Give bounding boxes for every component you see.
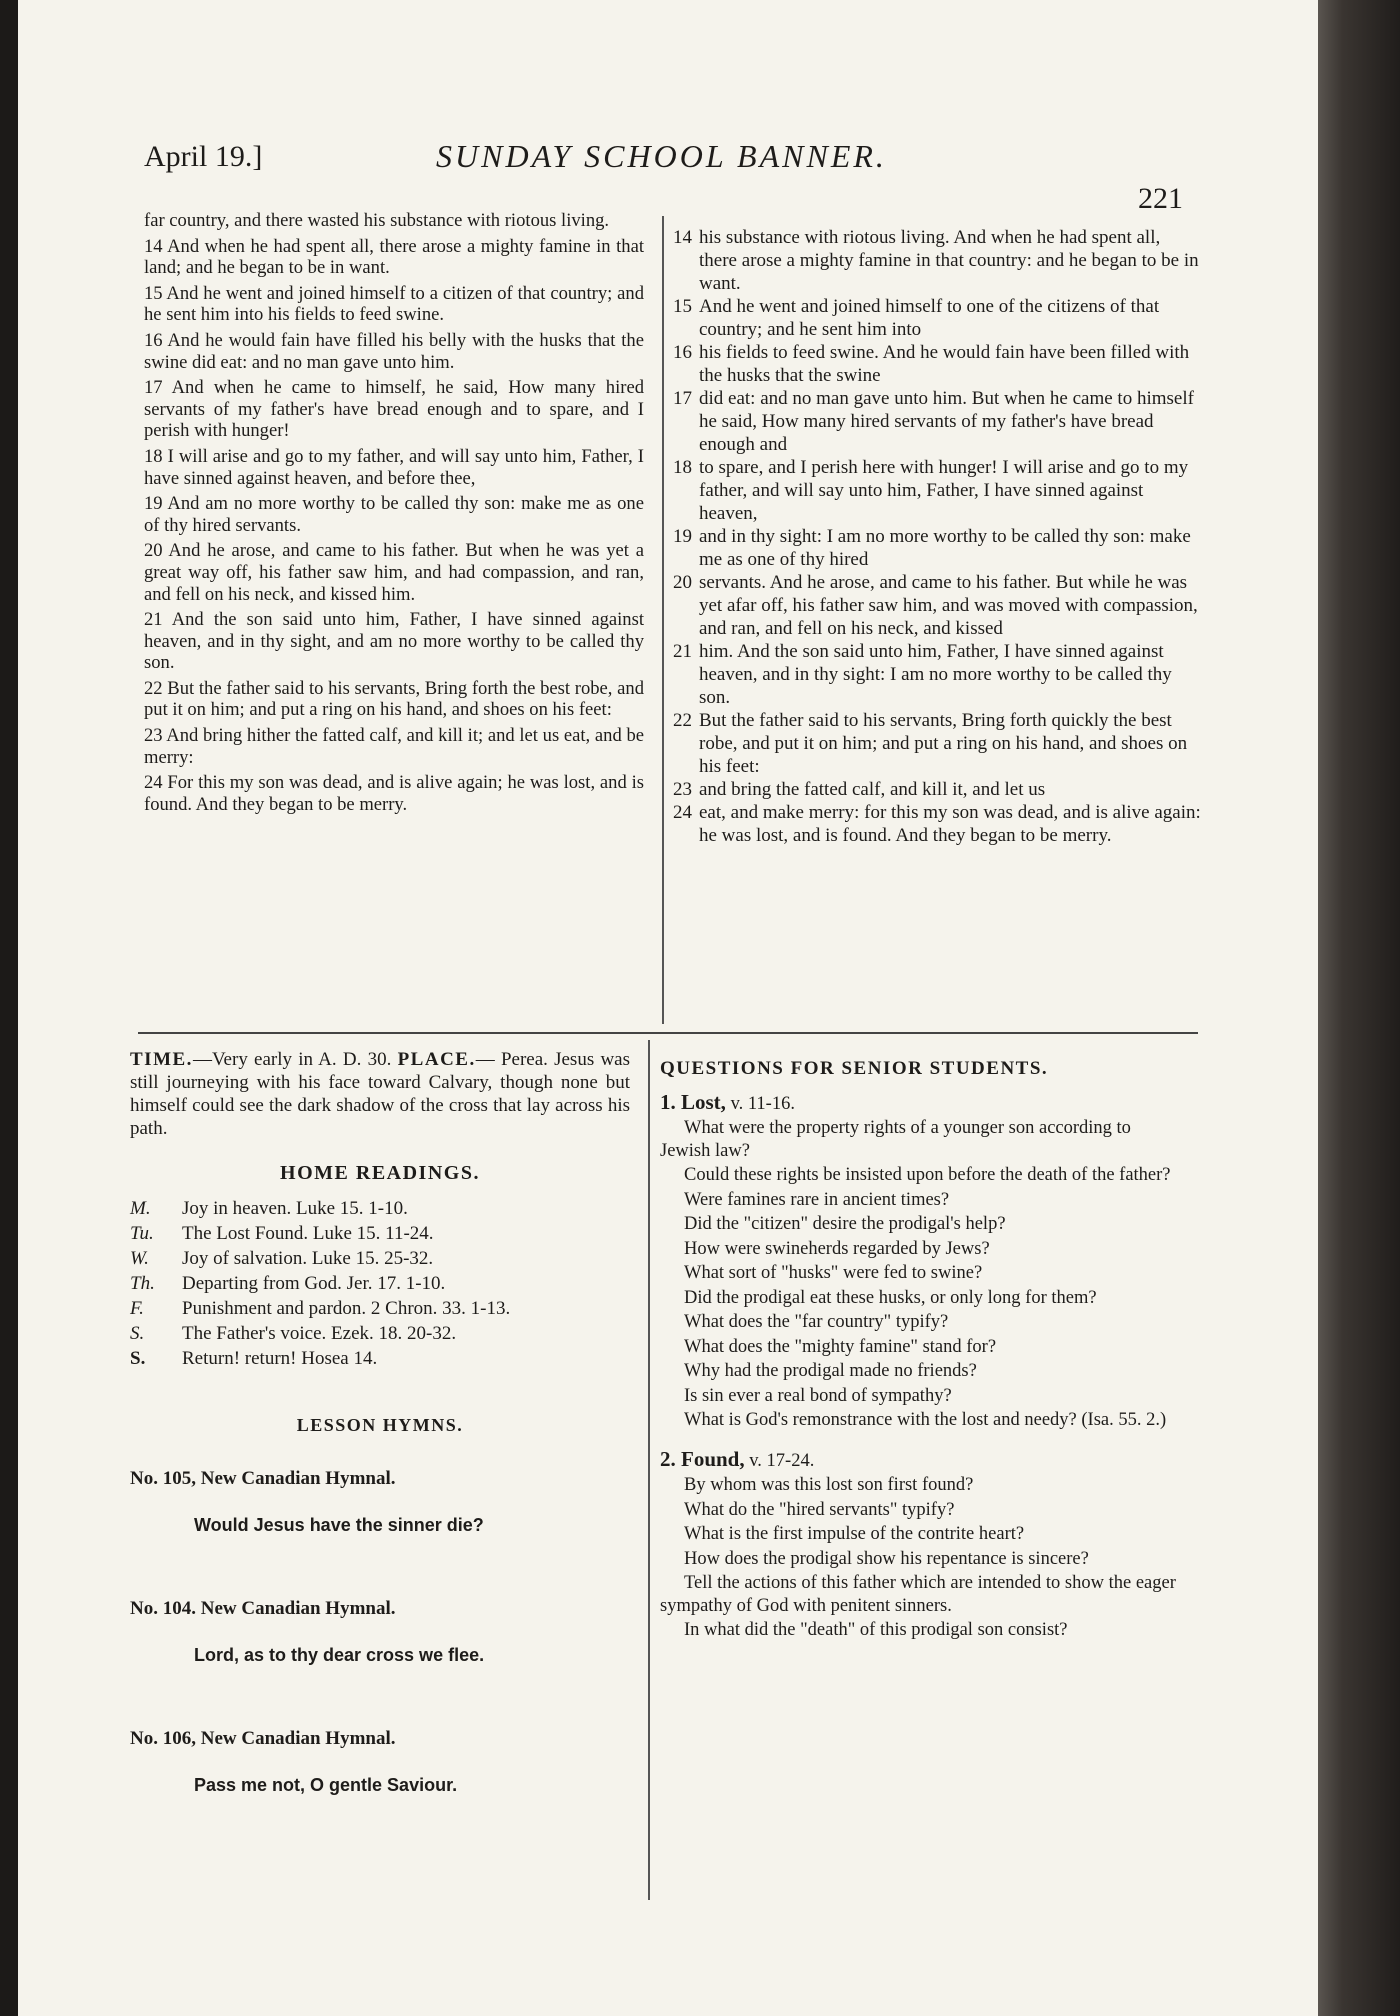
question: Were famines rare in ancient times? [684,1189,950,1210]
question: What sort of "husks" were fed to swine? [684,1263,983,1283]
question: What is God's remonstrance with the lost and needy? (Isa. 55. 2.) [684,1410,1167,1430]
section-ref: v. 11-16. [730,1093,795,1114]
reading-item [130,1347,630,1370]
verse: 18 I will arise and go to my father, and will say unto him, Father, I have sinned against heaven, and before thee, [144,445,644,489]
verse: 14 And when he had spent all, there arose a mighty famine in that land; and he began to be in want. [144,235,644,279]
reading-day: S. [130,1348,146,1369]
verse-text: And he went and joined himself to one of the citizens of that country; and he sent him into [699,296,1160,340]
verse: 15 And he went and joined himself to a citizen of that country; and he sent him into his fields to feed swine. [144,282,644,326]
questions-column [660,1058,1180,1644]
verse-text: But the father said to his servants, Bring forth quickly the best robe, and put it on him; and put a ring on his hand, and shoes on his feet: [699,710,1188,777]
header-title: SUNDAY SCHOOL BANNER. [436,138,887,174]
hymn-number: No. 106, New Canadian Hymnal. [130,1728,396,1749]
reading-item [130,1247,630,1270]
reading-text: Departing from God. Jer. 17. 1-10. [182,1273,446,1294]
question: Did the "citizen" desire the prodigal's help? [684,1214,1006,1234]
questions-heading: QUESTIONS FOR SENIOR STUDENTS. [660,1058,1049,1079]
question: Why had the prodigal made no friends? [684,1361,977,1381]
reading-text: The Lost Found. Luke 15. 11-24. [182,1223,434,1244]
question: What were the property rights of a younger son according to Jewish law? [660,1118,1131,1161]
hymn-title: Pass me not, O gentle Saviour. [194,1775,458,1795]
place-label: PLACE. [397,1049,476,1070]
verse-number: 22 [673,710,692,731]
verse-number: 19 [673,526,692,547]
question: Could these rights be insisted upon before the death of the father? [684,1165,1171,1185]
verse-text: him. And the son said unto him, Father, I have sinned against heaven, and in thy sight: I am no more worthy to be called thy son. [699,641,1172,708]
column-divider-top [662,216,664,1024]
question: How were swineherds regarded by Jews? [684,1238,990,1259]
question: Did the prodigal eat these husks, or only long for them? [684,1287,1097,1308]
hymn-number: No. 105, New Canadian Hymnal. [130,1468,396,1489]
section-label: 1. Lost, [660,1089,726,1114]
hymn-number: No. 104. New Canadian Hymnal. [130,1598,396,1619]
reading-text: Punishment and pardon. 2 Chron. 33. 1-13. [182,1298,511,1319]
verse-number: 20 [673,572,692,593]
reading-day: F. [130,1298,144,1319]
verse-line [673,226,1201,295]
page [18,0,1318,2016]
verse-number: 15 [673,296,692,317]
place-text: — Perea. Jesus was still journeying with his face toward Calvary, though none but himself could see the dark shadow of the cross that lay across his path. [130,1049,630,1139]
question: By whom was this lost son first found? [684,1475,974,1495]
verse: 21 And the son said unto him, Father, I have sinned against heaven, and in thy sight, and am no more worthy to be called thy son. [144,609,644,674]
question: Tell the actions of this father which are intended to show the eager sympathy of God with penitent sinners. [660,1573,1176,1616]
question: Is sin ever a real bond of sympathy? [684,1385,952,1406]
reading-day: M. [130,1198,151,1219]
reading-text: Joy in heaven. Luke 15. 1-10. [182,1198,408,1219]
section-heading-found [660,1448,1180,1473]
verse: 20 And he arose, and came to his father. But when he was yet a great way off, his father saw him, and had compassion, and ran, and fell on his neck, and kissed him. [144,540,644,605]
hymn-title: Lord, as to thy dear cross we flee. [194,1645,485,1665]
reading-item [130,1222,630,1245]
page-number: 221 [1138,182,1183,215]
verse-text: eat, and make merry: for this my son was dead, and is alive again: he was lost, and is found. And they began to be merry. [699,802,1201,846]
question: What does the "mighty famine" stand for? [684,1336,997,1357]
column-divider-bottom [648,1040,650,1900]
verse: 22 But the father said to his servants, Bring forth the best robe, and put it on him; and put a ring on his hand, and shoes on his feet: [144,677,644,721]
section-label: 2. Found, [660,1446,745,1471]
verse-line [673,571,1201,640]
verse: 24 For this my son was dead, and is alive again; he was lost, and is found. And they began to be merry. [144,772,644,815]
reading-text: The Father's voice. Ezek. 18. 20-32. [182,1323,457,1344]
header-date: April 19.] [144,140,263,173]
section-rule [138,1032,1198,1034]
left-verses-column [144,210,644,819]
reading-item [130,1197,630,1220]
question: What do the "hired servants" typify? [684,1499,955,1520]
question: What is the first impulse of the contrite heart? [684,1524,1025,1544]
verse-text: to spare, and I perish here with hunger! I will arise and go to my father, and will say unto him, Father, I have sinned against heaven, [699,457,1189,524]
reading-item [130,1297,630,1320]
section-heading-lost [660,1091,1180,1116]
question: What does the "far country" typify? [684,1312,949,1332]
verse-number: 24 [673,802,692,823]
verse-text: his fields to feed swine. And he would fain have been filled with the husks that the swine [699,342,1190,386]
reading-item [130,1322,630,1345]
verse-number: 18 [673,457,692,478]
reading-day: S. [130,1323,145,1344]
lesson-hymns-heading: LESSON HYMNS. [296,1415,464,1435]
verse: 16 And he would fain have filled his belly with the husks that the swine did eat: and no man gave unto him. [144,329,644,373]
reading-text: Joy of salvation. Luke 15. 25-32. [182,1248,434,1269]
verse-number: 21 [673,641,692,662]
reading-day: Tu. [130,1223,154,1244]
verse-text: and bring the fatted calf, and kill it, and let us [699,779,1046,800]
home-readings-list [130,1197,630,1370]
question: How does the prodigal show his repentance is sincere? [684,1548,1089,1569]
home-readings-heading: HOME READINGS. [280,1162,480,1184]
hymn-title: Would Jesus have the sinner die? [194,1515,484,1535]
scan-left-edge [0,0,18,2016]
verse-number: 17 [673,388,692,409]
reading-item [130,1272,630,1295]
time-place-paragraph [130,1048,630,1140]
verse-line [673,456,1201,525]
question: In what did the "death" of this prodigal son consist? [684,1620,1068,1640]
hymn-list [130,1467,630,1797]
time-label: TIME. [130,1049,193,1070]
book-spine [1318,0,1400,2016]
verse-line [673,387,1201,456]
lower-left-column [130,1048,630,1797]
verse-number: 14 [673,227,692,248]
verse-line [673,525,1201,571]
verse: 23 And bring hither the fatted calf, and kill it; and let us eat, and be merry: [144,725,644,768]
verse-text: did eat: and no man gave unto him. But when he came to himself he said, How many hired servants of my father's have bread enough and [699,388,1194,455]
verse-line [673,295,1201,341]
section-ref: v. 17-24. [749,1450,815,1471]
verse-number: 16 [673,342,692,363]
verse-text: servants. And he arose, and came to his father. But while he was yet afar off, his father saw him, and was moved with compassion, and ran, and fell on his neck, and kissed [699,572,1198,639]
verse-line [673,341,1201,387]
reading-day: W. [130,1248,149,1269]
time-text: —Very early in A. D. 30. [192,1049,392,1070]
verse-text: and in thy sight: I am no more worthy to be called thy son: make me as one of thy hired [699,526,1191,570]
reading-day: Th. [130,1273,155,1294]
verse-line [673,778,1201,801]
verse-text: his substance with riotous living. And when he had spent all, there arose a mighty famine in that country: and he began to be in want. [699,227,1199,294]
verse: far country, and there wasted his substance with riotous living. [144,210,610,231]
right-verses-column [673,226,1201,847]
verse: 19 And am no more worthy to be called thy son: make me as one of thy hired servants. [144,493,644,536]
verse-number: 23 [673,779,692,800]
reading-text: Return! return! Hosea 14. [182,1348,378,1369]
verse-line [673,801,1201,847]
verse-line [673,709,1201,778]
verse: 17 And when he came to himself, he said, How many hired servants of my father's have bread enough and to spare, and I perish with hunger! [144,377,644,442]
verse-line [673,640,1201,709]
